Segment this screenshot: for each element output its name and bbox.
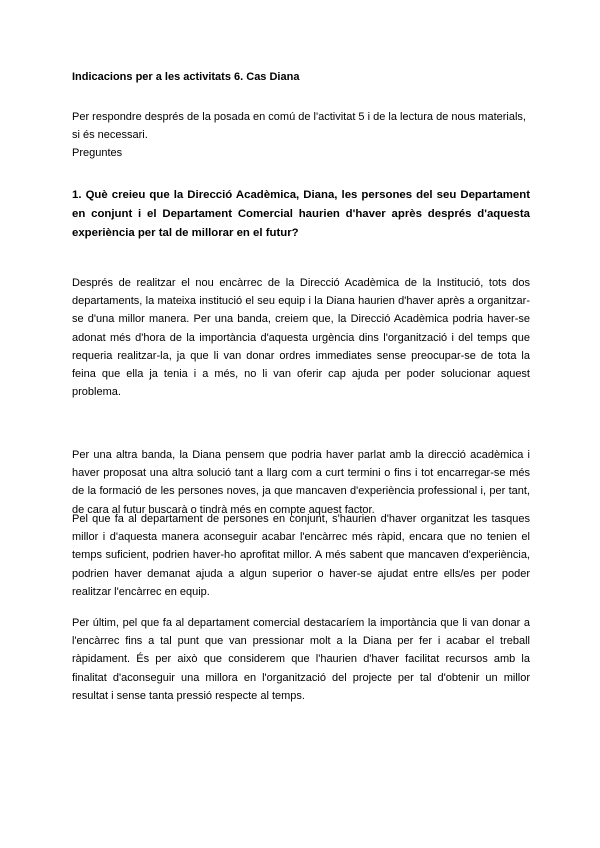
answer-paragraph-4: Per últim, pel que fa al departament comercial destacaríem la importància que li van donar a l'encàrrec fins a tal punt que van pressionar molt a la Diana per fer i acabar el treball ràpidament. És per això que considerem que l'haurien d'haver facilitat recursos amb la finalitat d'aconseguir una millora en l'organització del projecte per tal d'obtenir un millor resultat i sense tanta pressió respecte al temps. bbox=[72, 617, 530, 702]
intro-text: Per respondre després de la posada en comú de l'activitat 5 i de la lectura de nous materials, si és necessari. bbox=[72, 111, 526, 141]
answer-paragraph-1: Després de realitzar el nou encàrrec de la Direcció Acadèmica de la Institució, tots dos departaments, la mateixa institució el seu equip i la Diana haurien d'haver après a organitzar-se d'una millor manera. Per una banda, creiem que, la Direcció Acadèmica podria haver-se adonat més d'hora de la importància d'aquesta urgència dins l'organització i del temps que requeria realitzar-la, ja que li van donar ordres immediates sense preocupar-se de tota la feina que ella ja tenia i a més, no li van oferir cap ajuda per poder solucionar aquest problema. bbox=[72, 277, 530, 399]
intro-block bbox=[72, 108, 527, 162]
questions-label: Preguntes bbox=[72, 147, 123, 159]
answer-paragraph-3: Pel que fa al departament de persones en conjunt, s'haurien d'haver organitzat les tasques millor i d'aquesta manera aconseguir acabar l'encàrrec més ràpid, encara que no tenien el temps suficient, podrien haver-ho aprofitat millor. A més sabent que mancaven d'experiència, podrien haver demanat ajuda a algun superior o haver-se ajudat entre ells/es per poder realitzar l'encàrrec en equip. bbox=[72, 513, 530, 598]
answer-paragraph-2: Per una altra banda, la Diana pensem que podria haver parlat amb la direcció acadèmica i haver proposat una altra solució tant a llarg com a curt termini o fins i tot encarregar-se més de la formació de les persones noves, ja que mancaven d'experiència professional i, per tant, de cara al futur buscarà o tindrà més en compte aquest factor. bbox=[72, 449, 530, 516]
question-heading: 1. Què creieu que la Direcció Acadèmica, Diana, les persones del seu Departament en conjunt i el Departament Comercial haurien d'haver après després d'aquesta experiència per tal de millorar en el futur? bbox=[72, 189, 530, 239]
document-title: Indicacions per a les activitats 6. Cas Diana bbox=[72, 71, 300, 83]
